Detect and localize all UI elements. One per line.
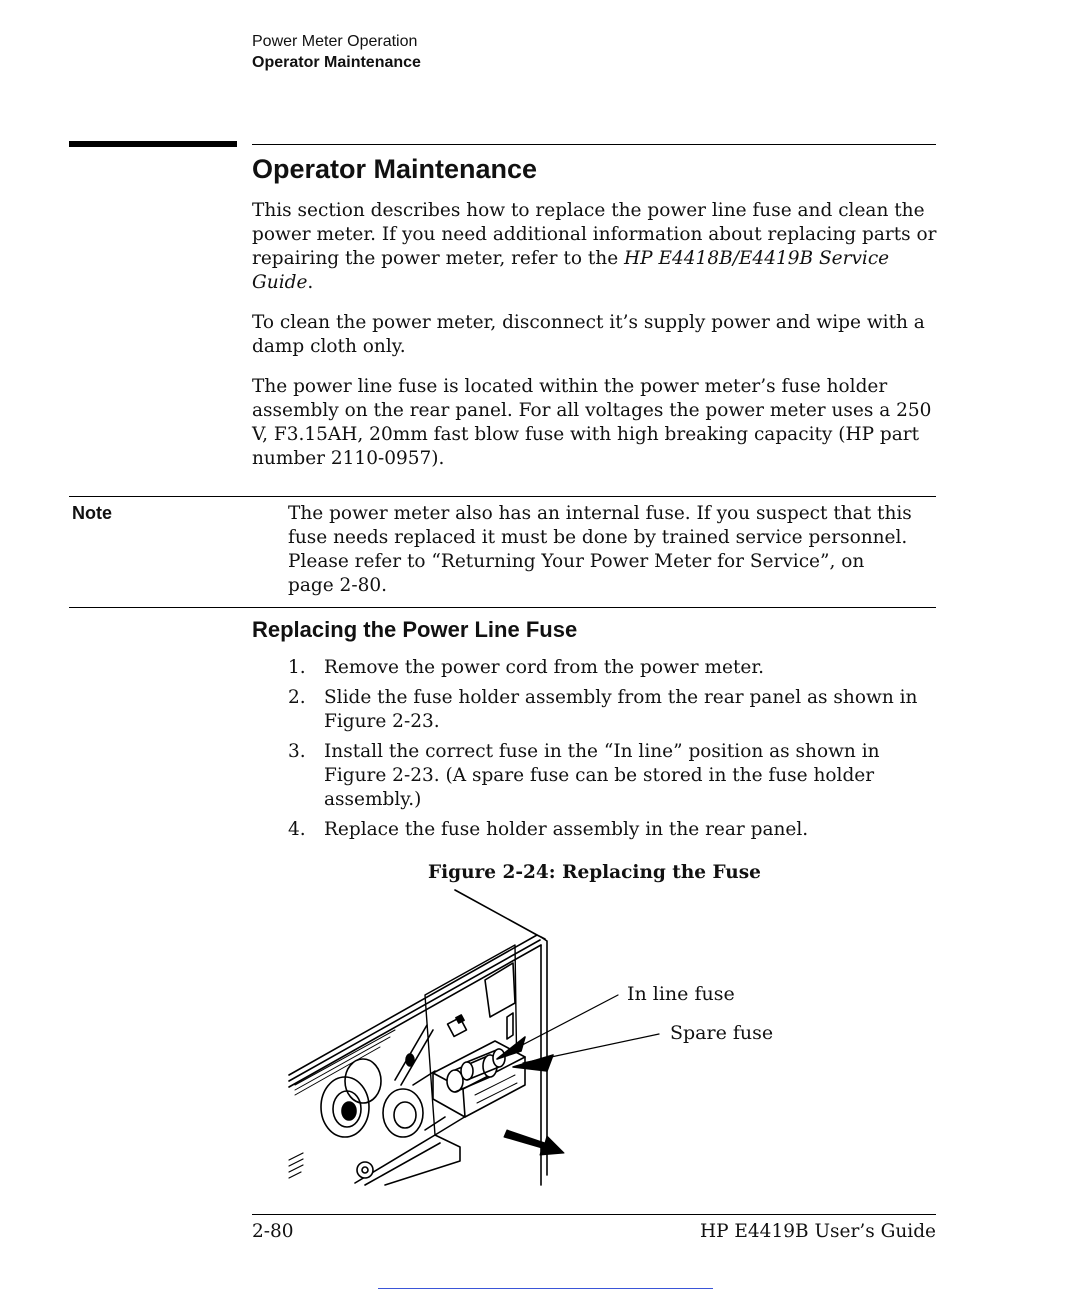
page-number: 2-80 — [252, 1221, 294, 1242]
note-line: fuse needs replaced it must be done by trained service personnel. — [288, 527, 908, 548]
step-text: Install the correct fuse in the “In line” position as shown in Figure 2-23. (A spare fuse can be stored in the fuse holder assembly.) — [324, 741, 880, 810]
cleaning-paragraph: To clean the power meter, disconnect it’s supply power and wipe with a damp cloth only. — [252, 312, 925, 357]
intro-text: This section describes how to replace the power line fuse and clean the power meter. If you need additional information about replacing parts or repairing the power meter, refer to the — [252, 200, 937, 269]
spare-fuse-label: Spare fuse — [670, 1022, 774, 1044]
list-item — [288, 818, 928, 842]
step-text: Replace the fuse holder assembly in the rear panel. — [324, 819, 809, 840]
guide-title: HP E4419B User’s Guide — [699, 1221, 936, 1242]
intro-end: . — [307, 272, 314, 293]
step-number: 3. — [288, 741, 306, 762]
note-text — [288, 502, 928, 598]
section-title: Operator Maintenance — [252, 154, 538, 184]
step-text: Remove the power cord from the power meter. — [324, 657, 765, 678]
intro-paragraph — [252, 199, 942, 295]
service-guide-reference: HP E4418B/E4419B Service Guide — [252, 248, 890, 293]
figure-caption: Figure 2-24: Replacing the Fuse — [428, 862, 761, 883]
note-line: The power meter also has an internal fuse. If you suspect that this — [288, 503, 912, 524]
step-number: 2. — [288, 687, 306, 708]
note-line: Please refer to “Returning Your Power Meter for Service”, on — [288, 551, 865, 572]
step-text: Slide the fuse holder assembly from the rear panel as shown in Figure 2-23. — [324, 687, 918, 732]
subsection-title: Replacing the Power Line Fuse — [252, 617, 578, 642]
step-number: 4. — [288, 819, 306, 840]
note-line: page 2-80. — [288, 575, 387, 596]
running-header-section: Operator Maintenance — [252, 54, 421, 71]
section-divider — [252, 144, 936, 145]
step-number: 1. — [288, 657, 306, 678]
footer-divider — [252, 1214, 936, 1215]
note-divider-top — [69, 496, 936, 497]
note-divider-bottom — [69, 607, 936, 608]
list-item — [288, 686, 928, 734]
list-item — [288, 656, 928, 680]
list-item — [288, 740, 928, 812]
note-label: Note — [72, 503, 112, 523]
running-header-chapter: Power Meter Operation — [252, 33, 418, 50]
section-marker-bar — [69, 141, 237, 147]
link-underline — [378, 1288, 713, 1289]
in-line-fuse-label: In line fuse — [627, 983, 735, 1005]
fuse-location-paragraph: The power line fuse is located within the power meter’s fuse holder assembly on the rear panel. For all voltages the power meter uses a 250 V, F3.15AH, 20mm fast blow fuse with high breaking capacity (HP part number 2110-0957). — [252, 376, 932, 469]
